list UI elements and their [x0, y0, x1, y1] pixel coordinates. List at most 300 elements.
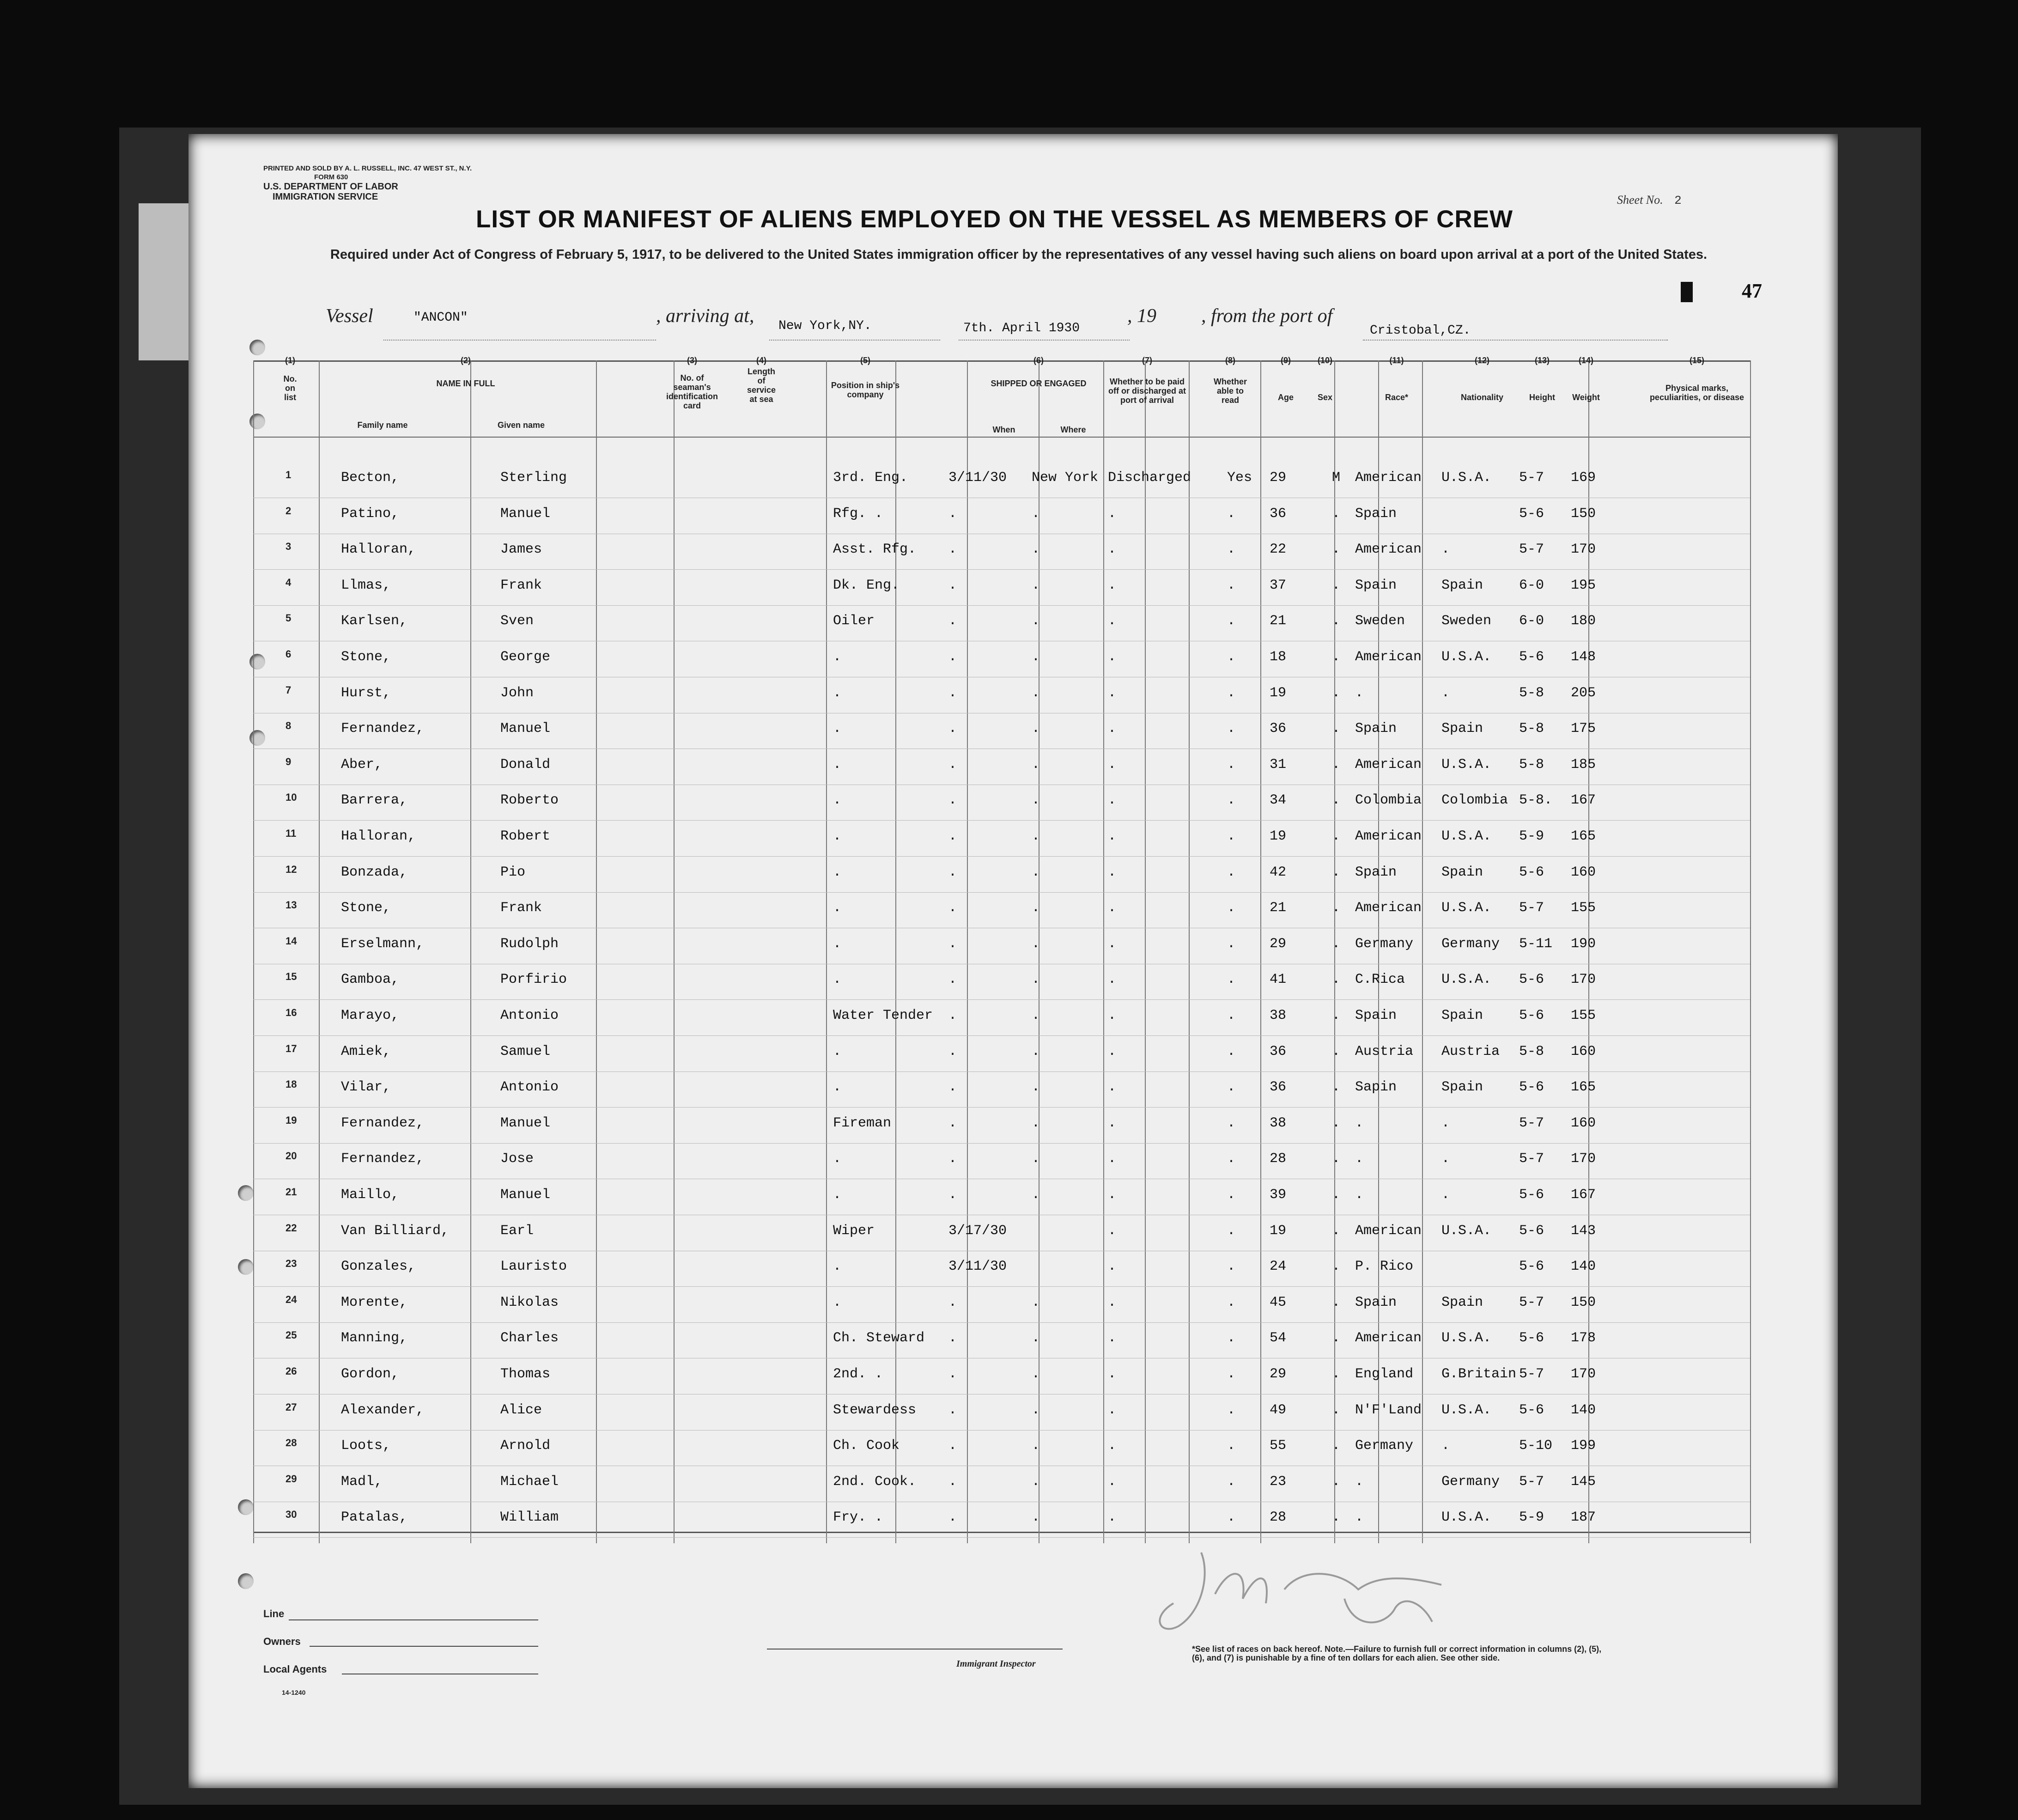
shipped-where-cell: . — [1032, 792, 1040, 809]
sex-cell: . — [1332, 936, 1341, 952]
able-to-read-cell: . — [1227, 577, 1236, 593]
position-cell: . — [833, 1151, 842, 1167]
position-cell: Dk. Eng. — [833, 577, 900, 593]
position-cell: . — [833, 1187, 842, 1203]
shipped-where-cell: . — [1032, 1151, 1040, 1167]
given-name-cell: Roberto — [500, 792, 559, 809]
family-name-cell: Morente, — [341, 1294, 408, 1310]
agents-label: Local Agents — [263, 1663, 327, 1675]
weight-cell: 170 — [1571, 1151, 1596, 1167]
shipped-when-cell: . — [948, 1510, 957, 1526]
race-cell: Spain — [1355, 721, 1397, 737]
race-cell: American — [1355, 649, 1422, 665]
race-cell: American — [1355, 542, 1422, 558]
col7-header — [1108, 356, 1186, 405]
age-cell: 22 — [1270, 542, 1287, 558]
height-cell: 5-6 — [1519, 972, 1544, 988]
race-cell: Spain — [1355, 864, 1397, 880]
col-divider — [1103, 360, 1104, 1543]
height-cell: 5-7 — [1519, 1473, 1544, 1490]
family-name-cell: Loots, — [341, 1438, 391, 1454]
col12-label: Nationality — [1460, 393, 1503, 402]
family-name-cell: Madl, — [341, 1473, 383, 1490]
shipped-when-cell: . — [948, 685, 957, 701]
col-divider — [1145, 360, 1146, 1543]
row-number: 23 — [286, 1258, 297, 1270]
given-name-cell: Lauristo — [500, 1259, 567, 1275]
height-cell: 5-6 — [1519, 505, 1544, 522]
col3-label: No. of seaman's identification card — [666, 373, 718, 410]
weight-cell: 167 — [1571, 792, 1596, 809]
shipped-when-cell: . — [948, 542, 957, 558]
row-number: 27 — [286, 1401, 297, 1413]
col3-number: (3) — [687, 356, 697, 365]
footer-form-code: 14-1240 — [282, 1689, 306, 1696]
height-cell: 5-7 — [1519, 542, 1544, 558]
paid-off-cell: . — [1108, 577, 1117, 593]
height-cell: 5-7 — [1519, 1294, 1544, 1310]
weight-cell: 148 — [1571, 649, 1596, 665]
shipped-when-cell: . — [948, 1330, 957, 1346]
nationality-cell: U.S.A. — [1441, 1330, 1492, 1346]
paid-off-cell: . — [1108, 1473, 1117, 1490]
weight-cell: 140 — [1571, 1259, 1596, 1275]
nationality-cell: Spain — [1441, 1008, 1483, 1023]
family-name-cell: Vilar, — [341, 1079, 391, 1096]
weight-cell: 170 — [1571, 972, 1596, 988]
weight-cell: 140 — [1571, 1402, 1596, 1418]
position-cell: . — [833, 936, 842, 952]
position-cell: Wiper — [833, 1223, 875, 1239]
sex-cell: . — [1332, 577, 1341, 593]
row-rule — [253, 1071, 1750, 1072]
family-name-cell: Llmas, — [341, 577, 391, 593]
race-cell: Germany — [1355, 1438, 1414, 1454]
col9-number: (9) — [1281, 356, 1291, 365]
age-cell: 49 — [1270, 1402, 1287, 1418]
nationality-cell: Germany — [1441, 1473, 1500, 1490]
age-cell: 45 — [1270, 1294, 1287, 1310]
col8-header — [1207, 356, 1253, 405]
shipped-where-cell: . — [1032, 1402, 1040, 1418]
col4-number: (4) — [756, 356, 766, 365]
able-to-read-cell: . — [1227, 649, 1236, 665]
col1-label: No. on list — [283, 374, 297, 402]
able-to-read-cell: . — [1227, 721, 1236, 737]
able-to-read-cell: . — [1227, 1079, 1236, 1096]
row-rule — [253, 820, 1750, 821]
race-cell: . — [1355, 1473, 1364, 1490]
given-name-cell: Manuel — [500, 505, 551, 522]
age-cell: 38 — [1270, 1115, 1287, 1131]
given-name-cell: William — [500, 1510, 559, 1526]
inspector-label: Immigrant Inspector — [956, 1659, 1036, 1669]
age-cell: 19 — [1270, 828, 1287, 844]
given-name-cell: Porfirio — [500, 972, 567, 988]
row-number: 20 — [286, 1150, 297, 1162]
able-to-read-cell: . — [1227, 1151, 1236, 1167]
shipped-when-cell: . — [948, 721, 957, 737]
from-port: Cristobal,CZ. — [1370, 323, 1471, 338]
row-rule — [253, 1035, 1750, 1036]
family-name-cell: Patalas, — [341, 1510, 408, 1526]
height-cell: 5-8 — [1519, 721, 1544, 737]
col10-number: (10) — [1317, 356, 1332, 365]
col-divider — [674, 360, 675, 1543]
sex-cell: . — [1332, 756, 1341, 773]
nationality-cell: Germany — [1441, 936, 1500, 952]
able-to-read-cell: . — [1227, 1438, 1236, 1454]
row-number: 7 — [286, 684, 292, 696]
race-cell: American — [1355, 900, 1422, 916]
col-divider — [1422, 360, 1423, 1543]
col13-label: Height — [1529, 393, 1555, 402]
row-number: 22 — [286, 1222, 297, 1234]
col15-header — [1639, 356, 1755, 402]
able-to-read-cell: . — [1227, 792, 1236, 809]
sex-cell: . — [1332, 1366, 1341, 1382]
paid-off-cell: . — [1108, 1223, 1117, 1239]
nationality-cell: . — [1441, 1187, 1450, 1203]
row-number: 14 — [286, 935, 297, 947]
able-to-read-cell: . — [1227, 1043, 1236, 1059]
position-cell: Rfg. . — [833, 505, 883, 522]
year-label: , 19 — [1127, 305, 1156, 327]
race-cell: Spain — [1355, 1294, 1397, 1310]
nationality-cell: U.S.A. — [1441, 1402, 1492, 1418]
given-name-cell: Charles — [500, 1330, 559, 1346]
crew-table — [253, 351, 1750, 1543]
family-name-cell: Stone, — [341, 649, 391, 665]
height-cell: 5-8 — [1519, 756, 1544, 773]
age-cell: 55 — [1270, 1438, 1287, 1454]
family-name-cell: Manning, — [341, 1330, 408, 1346]
height-cell: 5-8. — [1519, 792, 1553, 809]
given-name-cell: James — [500, 542, 542, 558]
family-name-cell: Karlsen, — [341, 613, 408, 629]
race-cell: American — [1355, 1223, 1422, 1239]
able-to-read-cell: . — [1227, 1008, 1236, 1023]
height-cell: 5-6 — [1519, 1330, 1544, 1346]
sheet-number — [1617, 193, 1682, 207]
inspector-rule — [767, 1649, 1063, 1650]
shipped-where-cell: . — [1032, 972, 1040, 988]
able-to-read-cell: . — [1227, 828, 1236, 844]
height-cell: 5-6 — [1519, 1259, 1544, 1275]
underlying-sheet — [139, 203, 189, 360]
row-number: 10 — [286, 791, 297, 803]
shipped-where-cell: . — [1032, 900, 1040, 916]
position-cell: . — [833, 756, 842, 773]
shipped-where-cell: . — [1032, 1294, 1040, 1310]
given-name-cell: Manuel — [500, 1187, 551, 1203]
row-number: 24 — [286, 1293, 297, 1305]
shipped-where-cell: . — [1032, 649, 1040, 665]
shipped-when-cell: . — [948, 1438, 957, 1454]
sex-cell: . — [1332, 1187, 1341, 1203]
col1-number: (1) — [285, 356, 295, 365]
row-number: 4 — [286, 576, 292, 588]
age-cell: 31 — [1270, 756, 1287, 773]
nationality-cell: . — [1441, 1151, 1450, 1167]
able-to-read-cell: Yes — [1227, 470, 1252, 486]
age-cell: 29 — [1270, 470, 1287, 486]
row-number: 12 — [286, 863, 297, 875]
race-cell: . — [1355, 1151, 1364, 1167]
nationality-cell: U.S.A. — [1441, 1223, 1492, 1239]
height-cell: 5-6 — [1519, 1008, 1544, 1023]
shipped-when-cell: . — [948, 1151, 957, 1167]
col-divider — [1750, 360, 1751, 1543]
given-name-cell: Earl — [500, 1223, 534, 1239]
nationality-cell: Spain — [1441, 1079, 1483, 1096]
race-cell: Spain — [1355, 1008, 1397, 1023]
row-number: 28 — [286, 1437, 297, 1449]
sex-cell: . — [1332, 1008, 1341, 1023]
position-cell: . — [833, 1259, 842, 1275]
race-cell: England — [1355, 1366, 1414, 1382]
col15-number: (15) — [1689, 356, 1704, 365]
position-cell: . — [833, 721, 842, 737]
able-to-read-cell: . — [1227, 1187, 1236, 1203]
from-underline — [1363, 340, 1668, 341]
given-name-cell: Manuel — [500, 721, 551, 737]
family-name-cell: Alexander, — [341, 1402, 425, 1418]
family-name-cell: Becton, — [341, 470, 400, 486]
family-name-cell: Aber, — [341, 756, 383, 773]
height-cell: 6-0 — [1519, 577, 1544, 593]
shipped-where-cell: . — [1032, 1008, 1040, 1023]
age-cell: 19 — [1270, 1223, 1287, 1239]
family-name-cell: Bonzada, — [341, 864, 408, 880]
sex-cell: . — [1332, 1151, 1341, 1167]
given-name-cell: Manuel — [500, 1115, 551, 1131]
page-number: 47 — [1742, 280, 1762, 302]
owners-rule — [310, 1646, 538, 1647]
nationality-cell: U.S.A. — [1441, 756, 1492, 773]
age-cell: 29 — [1270, 936, 1287, 952]
col6-label: SHIPPED OR ENGAGED — [991, 379, 1087, 388]
shipped-where-cell: . — [1032, 1438, 1040, 1454]
sex-cell: . — [1332, 828, 1341, 844]
race-cell: N'F'Land — [1355, 1402, 1422, 1418]
given-name-cell: Alice — [500, 1402, 542, 1418]
sheet-value: 2 — [1674, 194, 1682, 207]
paid-off-cell: . — [1108, 900, 1117, 916]
shipped-when-cell: 3/11/30 — [948, 1259, 1007, 1275]
paid-off-cell: Discharged — [1108, 470, 1191, 486]
family-name-cell: Marayo, — [341, 1008, 400, 1023]
able-to-read-cell: . — [1227, 756, 1236, 773]
nationality-cell: U.S.A. — [1441, 900, 1492, 916]
paid-off-cell: . — [1108, 1115, 1117, 1131]
line-rule — [289, 1619, 538, 1620]
nationality-cell: Spain — [1441, 864, 1483, 880]
position-cell: Oiler — [833, 613, 875, 629]
sex-cell: . — [1332, 721, 1341, 737]
given-name-cell: Sven — [500, 613, 534, 629]
position-cell: . — [833, 1043, 842, 1059]
arrival-date: 7th. April 1930 — [963, 321, 1080, 335]
punch-hole — [238, 1185, 254, 1201]
family-name-cell: Maillo, — [341, 1187, 400, 1203]
col14-number: (14) — [1578, 356, 1593, 365]
weight-cell: 170 — [1571, 542, 1596, 558]
printer-imprint — [263, 164, 472, 202]
col6-when-label: When — [992, 425, 1015, 434]
position-cell: . — [833, 1294, 842, 1310]
height-cell: 5-7 — [1519, 1151, 1544, 1167]
age-cell: 42 — [1270, 864, 1287, 880]
weight-cell: 195 — [1571, 577, 1596, 593]
paid-off-cell: . — [1108, 1187, 1117, 1203]
position-cell: Water Tender — [833, 1008, 933, 1023]
family-name-cell: Amiek, — [341, 1043, 391, 1059]
col4-label: Length of service at sea — [747, 367, 776, 404]
height-cell: 5-7 — [1519, 1366, 1544, 1382]
col5-label: Position in ship's company — [831, 381, 900, 399]
table-bottom-rule — [253, 1532, 1750, 1533]
family-name-cell: Gonzales, — [341, 1259, 416, 1275]
age-cell: 28 — [1270, 1510, 1287, 1526]
position-cell: . — [833, 649, 842, 665]
nationality-cell: Spain — [1441, 577, 1483, 593]
col7-label: Whether to be paid off or discharged at port of arrival — [1108, 377, 1186, 405]
col2-number: (2) — [461, 356, 471, 365]
nationality-cell: U.S.A. — [1441, 470, 1492, 486]
weight-cell: 150 — [1571, 1294, 1596, 1310]
sex-cell: M — [1332, 470, 1341, 486]
row-number: 29 — [286, 1473, 297, 1485]
family-name-cell: Fernandez, — [341, 1115, 425, 1131]
row-number: 19 — [286, 1114, 297, 1126]
col6-where-label: Where — [1060, 425, 1086, 434]
col-divider — [1334, 360, 1335, 1543]
sex-cell: . — [1332, 1259, 1341, 1275]
col-divider — [1189, 360, 1190, 1543]
row-number: 26 — [286, 1365, 297, 1377]
row-number: 11 — [286, 828, 297, 839]
weight-cell: 199 — [1571, 1438, 1596, 1454]
row-rule — [253, 999, 1750, 1000]
family-name-cell: Fernandez, — [341, 721, 425, 737]
race-cell: . — [1355, 1115, 1364, 1131]
paid-off-cell: . — [1108, 1402, 1117, 1418]
paid-off-cell: . — [1108, 542, 1117, 558]
nationality-cell: Austria — [1441, 1043, 1500, 1059]
from-label: , from the port of — [1201, 305, 1333, 327]
sex-cell: . — [1332, 972, 1341, 988]
shipped-where-cell: New York — [1032, 470, 1099, 486]
weight-cell: 160 — [1571, 1115, 1596, 1131]
row-rule — [253, 1143, 1750, 1144]
col12-number: (12) — [1474, 356, 1489, 365]
row-number: 21 — [286, 1186, 297, 1198]
shipped-where-cell: . — [1032, 936, 1040, 952]
paid-off-cell: . — [1108, 685, 1117, 701]
position-cell: Fry. . — [833, 1510, 883, 1526]
shipped-when-cell: . — [948, 864, 957, 880]
paid-off-cell: . — [1108, 613, 1117, 629]
sex-cell: . — [1332, 1510, 1341, 1526]
row-rule — [253, 1537, 1750, 1538]
weight-cell: 150 — [1571, 505, 1596, 522]
age-cell: 23 — [1270, 1473, 1287, 1490]
able-to-read-cell: . — [1227, 1402, 1236, 1418]
nationality-cell: . — [1441, 685, 1450, 701]
col5-number: (5) — [860, 356, 870, 365]
sex-cell: . — [1332, 1330, 1341, 1346]
race-cell: American — [1355, 828, 1422, 844]
given-name-cell: Samuel — [500, 1043, 551, 1059]
position-cell: Asst. Rfg. — [833, 542, 917, 558]
department: U.S. DEPARTMENT OF LABOR — [263, 182, 398, 192]
weight-cell: 205 — [1571, 685, 1596, 701]
row-number: 13 — [286, 899, 297, 911]
position-cell: . — [833, 792, 842, 809]
age-cell: 39 — [1270, 1187, 1287, 1203]
able-to-read-cell: . — [1227, 900, 1236, 916]
vessel-underline — [383, 340, 656, 341]
age-cell: 18 — [1270, 649, 1287, 665]
col2-label: NAME IN FULL — [436, 379, 495, 388]
family-name-cell: Halloran, — [341, 542, 416, 558]
row-number: 8 — [286, 720, 292, 732]
col14-label: Weight — [1572, 393, 1600, 402]
shipped-where-cell: . — [1032, 1473, 1040, 1490]
age-cell: 21 — [1270, 900, 1287, 916]
weight-cell: 187 — [1571, 1510, 1596, 1526]
sex-cell: . — [1332, 1294, 1341, 1310]
sheet-label: Sheet No. — [1617, 193, 1663, 207]
row-rule — [253, 892, 1750, 893]
race-cell: C.Rica — [1355, 972, 1405, 988]
col14-header — [1563, 356, 1609, 402]
col2-given-label: Given name — [497, 420, 545, 430]
given-name-cell: Jose — [500, 1151, 534, 1167]
height-cell: 5-7 — [1519, 470, 1544, 486]
race-cell: Austria — [1355, 1043, 1414, 1059]
position-cell: . — [833, 685, 842, 701]
paid-off-cell: . — [1108, 1330, 1117, 1346]
row-rule — [253, 1286, 1750, 1287]
col9-label: Age — [1277, 393, 1294, 402]
race-cell: American — [1355, 1330, 1422, 1346]
col-divider — [319, 360, 320, 1543]
shipped-when-cell: . — [948, 649, 957, 665]
shipped-when-cell: . — [948, 972, 957, 988]
col13-header — [1519, 356, 1565, 402]
redaction-block — [1681, 282, 1693, 302]
date-underline — [959, 340, 1130, 341]
col13-number: (13) — [1534, 356, 1550, 365]
able-to-read-cell: . — [1227, 1115, 1236, 1131]
paid-off-cell: . — [1108, 972, 1117, 988]
col-divider — [470, 360, 471, 1543]
position-cell: 2nd. . — [833, 1366, 883, 1382]
given-name-cell: George — [500, 649, 551, 665]
height-cell: 5-7 — [1519, 1115, 1544, 1131]
sex-cell: . — [1332, 1223, 1341, 1239]
age-cell: 28 — [1270, 1151, 1287, 1167]
able-to-read-cell: . — [1227, 1259, 1236, 1275]
nationality-cell: Spain — [1441, 721, 1483, 737]
col10-header — [1302, 356, 1348, 402]
col-divider — [253, 360, 254, 1543]
age-cell: 24 — [1270, 1259, 1287, 1275]
position-cell: Ch. Cook — [833, 1438, 900, 1454]
family-name-cell: Halloran, — [341, 828, 416, 844]
